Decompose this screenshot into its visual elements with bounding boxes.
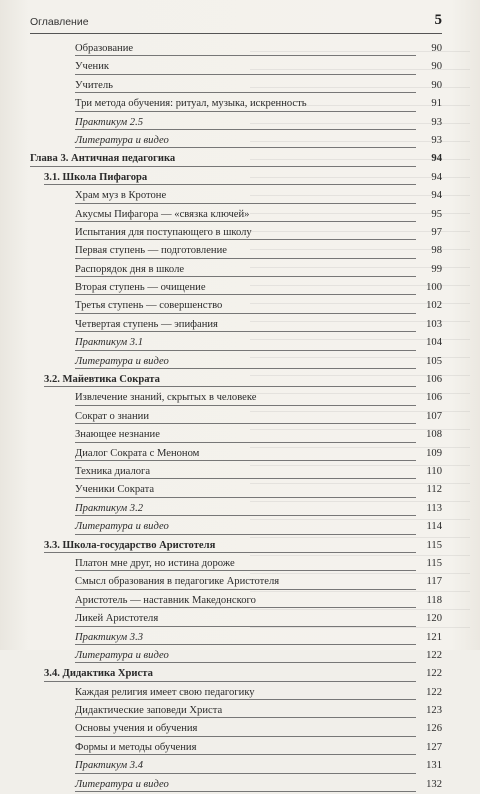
toc-entry-title: Учитель — [75, 79, 113, 91]
toc-entry-title: Практикум 3.4 — [75, 760, 144, 772]
toc-entry-page: 122 — [426, 668, 442, 680]
toc-entry-row — [30, 445, 442, 463]
toc-entry-page: 95 — [431, 208, 442, 220]
toc-entry-row — [30, 206, 442, 224]
toc-entry-title: Литература и видео — [75, 521, 169, 533]
toc-entry-page: 97 — [431, 226, 442, 238]
toc-entry-page: 131 — [426, 760, 442, 772]
toc-entry-row — [30, 720, 442, 738]
toc-entry-page: 115 — [426, 539, 442, 551]
toc-entry-page: 93 — [431, 116, 442, 128]
toc-entry-page: 114 — [426, 521, 442, 533]
toc-entry-page: 115 — [426, 557, 442, 569]
toc-entry-title: Диалог Сократа с Меноном — [75, 447, 200, 459]
toc-entry-row — [30, 702, 442, 720]
toc-entry-page: 105 — [426, 355, 442, 367]
toc-entry-title: Три метода обучения: ритуал, музыка, искренность — [75, 98, 307, 110]
toc-entry-title: Литература и видео — [75, 355, 169, 367]
toc-entry-row — [30, 776, 442, 794]
toc-section-row — [30, 371, 442, 389]
toc-entry-title: Смысл образования в педагогике Аристотеля — [75, 576, 280, 588]
toc-entry-row — [30, 77, 442, 95]
toc-entry-title: Практикум 3.3 — [75, 631, 144, 643]
toc-entry-row — [30, 297, 442, 315]
toc-entry-title: Техника диалога — [75, 465, 151, 477]
toc-entry-row — [30, 481, 442, 499]
toc-entry-page: 117 — [426, 576, 442, 588]
toc-entry-page: 103 — [426, 318, 442, 330]
toc-entry-title: Образование — [75, 43, 134, 54]
toc-entry-row — [30, 279, 442, 297]
toc-entry-page: 118 — [426, 594, 442, 606]
toc-entry-title: Акусмы Пифагора — «связка ключей» — [75, 208, 250, 220]
toc-entry-row — [30, 408, 442, 426]
toc-entry-title: Формы и методы обучения — [75, 741, 197, 753]
toc-entry-page: 121 — [426, 631, 442, 643]
toc-entry-row — [30, 132, 442, 150]
toc-entry-page: 99 — [431, 263, 442, 275]
toc-entry-title: Литература и видео — [75, 778, 169, 790]
page-number: 5 — [434, 12, 442, 28]
toc-entry-row — [30, 739, 442, 757]
toc-entry-row — [30, 58, 442, 76]
toc-entry-page: 107 — [426, 410, 442, 422]
header-divider — [30, 33, 442, 34]
toc-underline — [75, 74, 416, 75]
toc-entry-page: 94 — [431, 190, 442, 202]
toc-entry-title: Литература и видео — [75, 134, 169, 146]
toc-entry-row — [30, 757, 442, 775]
toc-entry-title: Распорядок дня в школе — [75, 263, 185, 275]
toc-entry-page: 123 — [426, 705, 442, 717]
toc-entry-row — [30, 518, 442, 536]
toc-entry-title: Третья ступень — совершенство — [75, 300, 223, 312]
toc-section-row — [30, 665, 442, 683]
toc-entry-row — [30, 114, 442, 132]
toc-entry-row — [30, 261, 442, 279]
toc-underline — [75, 92, 416, 93]
toc-entry-page: 126 — [426, 723, 442, 735]
toc-entry-row — [30, 463, 442, 481]
toc-entry-title: 3.4. Дидактика Христа — [44, 668, 153, 680]
toc-entry-row — [30, 316, 442, 334]
toc-entry-title: 3.2. Майевтика Сократа — [44, 374, 160, 386]
running-header — [30, 14, 442, 34]
toc-entry-page: 90 — [431, 79, 442, 91]
toc-entry-title: Глава 3. Античная педагогика — [30, 153, 176, 165]
toc-entry-row — [30, 353, 442, 371]
toc-entry-title: Ученики Сократа — [75, 484, 155, 496]
toc-entry-page: 98 — [431, 245, 442, 257]
toc-entry-title: Ликей Аристотеля — [75, 613, 159, 625]
toc-entry-page: 91 — [431, 98, 442, 110]
toc-entry-row — [30, 500, 442, 518]
toc-entry-title: Основы учения и обучения — [75, 723, 198, 735]
toc-entry-page: 112 — [426, 484, 442, 496]
toc-entry-page: 127 — [426, 741, 442, 753]
toc-entry-page: 104 — [426, 337, 442, 349]
table-of-contents — [30, 40, 442, 794]
toc-entry-page: 108 — [426, 429, 442, 441]
toc-section-row — [30, 537, 442, 555]
toc-entry-row — [30, 389, 442, 407]
toc-entry-title: Литература и видео — [75, 649, 169, 661]
toc-entry-title: Сократ о знании — [75, 410, 150, 422]
toc-entry-page: 102 — [426, 300, 442, 312]
toc-entry-title: Испытания для поступающего в школу — [75, 226, 252, 238]
toc-entry-title: Ученик — [75, 61, 110, 73]
toc-entry-title: Вторая ступень — очищение — [75, 282, 206, 294]
toc-entry-page: 94 — [431, 153, 442, 165]
toc-entry-page: 110 — [426, 465, 442, 477]
toc-entry-page: 122 — [426, 686, 442, 698]
toc-entry-row — [30, 629, 442, 647]
toc-entry-title: Платон мне друг, но истина дороже — [75, 557, 235, 569]
toc-entry-row — [30, 684, 442, 702]
toc-entry-title: Первая ступень — подготовление — [75, 245, 227, 257]
toc-entry-page: 100 — [426, 282, 442, 294]
toc-entry-page: 109 — [426, 447, 442, 459]
toc-entry-row — [30, 242, 442, 260]
toc-entry-row — [30, 426, 442, 444]
toc-entry-page: 106 — [426, 392, 442, 404]
toc-entry-row — [30, 224, 442, 242]
toc-entry-title: 3.1. Школа Пифагора — [44, 171, 148, 183]
toc-entry-row — [30, 40, 442, 58]
toc-section-row — [30, 169, 442, 187]
toc-entry-page: 120 — [426, 613, 442, 625]
toc-entry-title: Каждая религия имеет свою педагогику — [75, 686, 255, 698]
toc-entry-page: 93 — [431, 134, 442, 146]
toc-entry-page: 94 — [431, 171, 442, 183]
toc-entry-title: Аристотель — наставник Македонского — [75, 594, 256, 606]
toc-entry-row — [30, 95, 442, 113]
toc-entry-title: Практикум 3.1 — [75, 337, 144, 349]
toc-entry-title: Четвертая ступень — эпифания — [75, 318, 218, 330]
toc-entry-row — [30, 187, 442, 205]
toc-entry-title: Практикум 2.5 — [75, 116, 144, 128]
toc-entry-row — [30, 592, 442, 610]
toc-entry-title: 3.3. Школа-государство Аристотеля — [44, 539, 216, 551]
toc-entry-page: 106 — [426, 374, 442, 386]
toc-entry-page: 90 — [431, 43, 442, 54]
toc-entry-title: Храм муз в Кротоне — [75, 190, 167, 202]
toc-entry-page: 122 — [426, 649, 442, 661]
toc-entry-page: 132 — [426, 778, 442, 790]
toc-entry-row — [30, 334, 442, 352]
toc-entry-title: Практикум 3.2 — [75, 502, 144, 514]
running-header-title: Оглавление — [30, 16, 89, 28]
toc-chapter-row — [30, 150, 442, 168]
toc-entry-title: Извлечение знаний, скрытых в человеке — [75, 392, 257, 404]
toc-entry-page: 90 — [431, 61, 442, 73]
toc-entry-row — [30, 573, 442, 591]
toc-entry-row — [30, 610, 442, 628]
toc-entry-title: Дидактические заповеди Христа — [75, 705, 223, 717]
toc-entry-row — [30, 555, 442, 573]
toc-entry-title: Знающее незнание — [75, 429, 160, 441]
toc-entry-page: 113 — [426, 502, 442, 514]
